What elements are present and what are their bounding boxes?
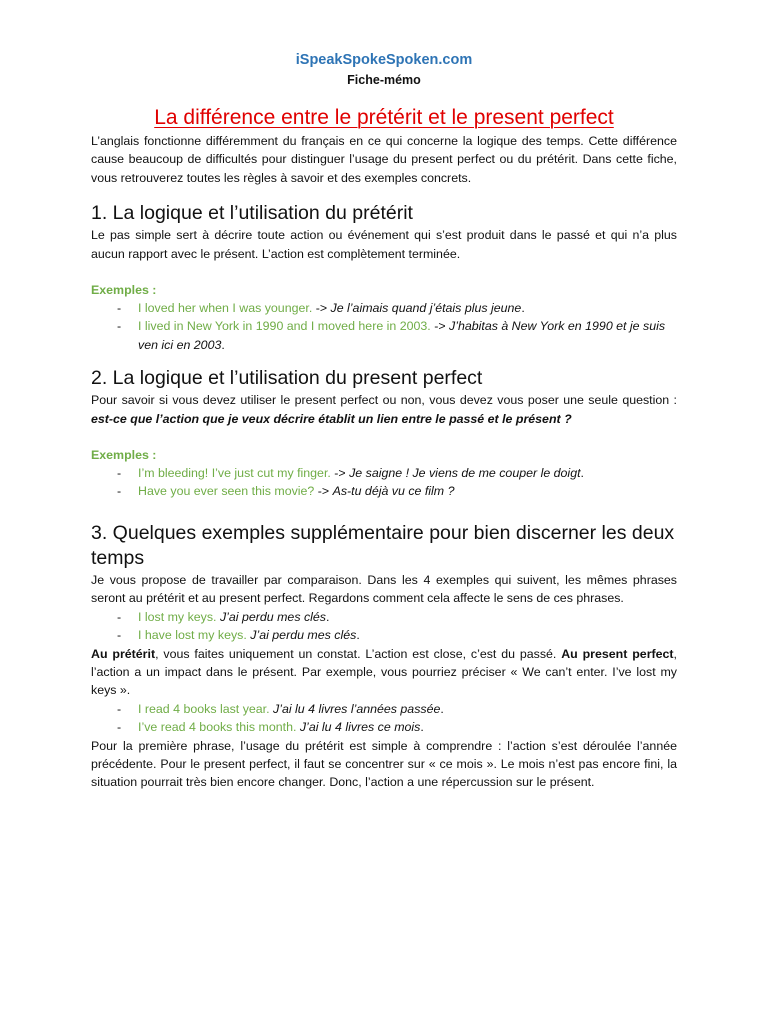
section-2-body — [91, 391, 677, 428]
arrow: -> — [312, 301, 331, 316]
french-translation: J’habitas à New York en 1990 et je suis ven ici en 2003 — [138, 319, 666, 352]
english-example: I read 4 books last year. — [138, 701, 270, 716]
english-example: I’m bleeding! I’ve just cut my finger. — [138, 466, 331, 481]
bold-present-perfect: Au present perfect — [561, 646, 674, 661]
example-pair-books — [91, 700, 677, 737]
period: . — [326, 609, 330, 624]
french-translation: J’ai perdu mes clés — [216, 609, 326, 624]
section-3-body: Je vous propose de travailler par comparaison. Dans les 4 exemples qui suivent, les mêmes phrases seront au prétérit et au present perfect. Regardons comment cela affecte le sens de ces phrases. — [91, 572, 677, 606]
explanation-text: , vous faites uniquement un constat. L’action est close, c’est du passé. — [155, 646, 562, 661]
section-2-examples-label: Exemples : — [91, 448, 157, 463]
list-dash: - — [117, 701, 122, 716]
english-example: I lost my keys. — [138, 609, 217, 624]
document-title: La différence entre le prétérit et le present perfect — [154, 106, 614, 129]
list-dash: - — [117, 466, 122, 481]
english-example: I’ve read 4 books this month. — [138, 720, 297, 735]
list-item — [91, 626, 677, 644]
section-2-examples — [91, 464, 677, 501]
bold-preterit: Au prétérit — [91, 646, 156, 661]
list-dash: - — [117, 628, 122, 643]
list-item — [91, 317, 677, 354]
explanation-keys — [91, 645, 677, 700]
list-dash: - — [117, 720, 122, 735]
list-dash: - — [117, 484, 122, 499]
section-1-heading: 1. La logique et l’utilisation du prétérit — [91, 202, 413, 225]
english-example: I loved her when I was younger. — [138, 301, 313, 316]
intro-paragraph: L’anglais fonctionne différemment du français en ce qui concerne la logique des temps. Cette différence cause beaucoup de difficultés pour distinguer l’usage du present perfect ou du prétérit. Dans cette fiche, vous retrouverez toutes les règles à savoir et des exemples concrets. — [91, 134, 677, 185]
arrow: -> — [314, 484, 333, 499]
period: . — [420, 720, 424, 735]
document-subtitle: Fiche-mémo — [347, 73, 421, 87]
explanation-text: , l’action a un impact dans le présent. Par exemple, vous pourriez préciser « We can’t enter. I’ve lost my keys ». — [91, 646, 677, 698]
explanation-books: Pour la première phrase, l’usage du prétérit est simple à comprendre : l’action s’est déroulée l’année précédente. Pour le present perfect, il faut se concentrer sur « ce mois ». Le mois n’est pas encore fini, la situation pourrait très bien encore changer. Donc, l’action a une répercussion sur le présent. — [91, 738, 677, 790]
list-item — [91, 299, 677, 317]
section-2-key-question: est-ce que l’action que je veux décrire établit un lien entre le passé et le présent ? — [91, 411, 572, 426]
arrow: -> — [430, 319, 449, 334]
example-pair-keys — [91, 608, 677, 645]
period: . — [580, 466, 584, 481]
list-item — [91, 608, 677, 626]
list-dash: - — [117, 319, 122, 334]
section-3-heading: 3. Quelques exemples supplémentaire pour bien discerner les deux temps — [91, 521, 675, 569]
arrow: -> — [330, 466, 350, 481]
french-translation: J’ai perdu mes clés — [246, 628, 357, 643]
period: . — [521, 301, 525, 316]
period: . — [440, 701, 444, 716]
list-dash: - — [117, 609, 122, 624]
document-page — [91, 50, 677, 792]
section-1-body: Le pas simple sert à décrire toute action ou événement qui s’est produit dans le passé et qui n’a plus aucun rapport avec le présent. L’action est complètement terminée. — [91, 228, 677, 261]
section-1-examples — [91, 299, 677, 354]
list-item — [91, 718, 677, 736]
period: . — [356, 628, 360, 643]
section-1-examples-label: Exemples : — [91, 283, 157, 298]
english-example: I lived in New York in 1990 and I moved here in 2003. — [138, 319, 431, 334]
list-item — [91, 464, 677, 482]
section-2-heading: 2. La logique et l’utilisation du present perfect — [91, 367, 483, 390]
period: . — [221, 337, 225, 352]
french-translation: J’ai lu 4 livres l’années passée — [269, 701, 441, 716]
list-item — [91, 700, 677, 718]
french-translation: Je l’aimais quand j’étais plus jeune — [330, 301, 522, 316]
list-dash: - — [117, 301, 122, 316]
english-example: Have you ever seen this movie? — [138, 484, 315, 499]
french-translation: As-tu déjà vu ce film ? — [332, 484, 455, 499]
site-name[interactable]: iSpeakSpokeSpoken.com — [295, 52, 473, 68]
section-2-body-text: Pour savoir si vous devez utiliser le present perfect ou non, vous devez vous poser une seule question : — [91, 393, 677, 408]
list-item — [91, 482, 677, 500]
english-example: I have lost my keys. — [138, 628, 247, 643]
french-translation: Je saigne ! Je viens de me couper le doigt — [349, 466, 581, 481]
french-translation: J’ai lu 4 livres ce mois — [296, 720, 421, 735]
